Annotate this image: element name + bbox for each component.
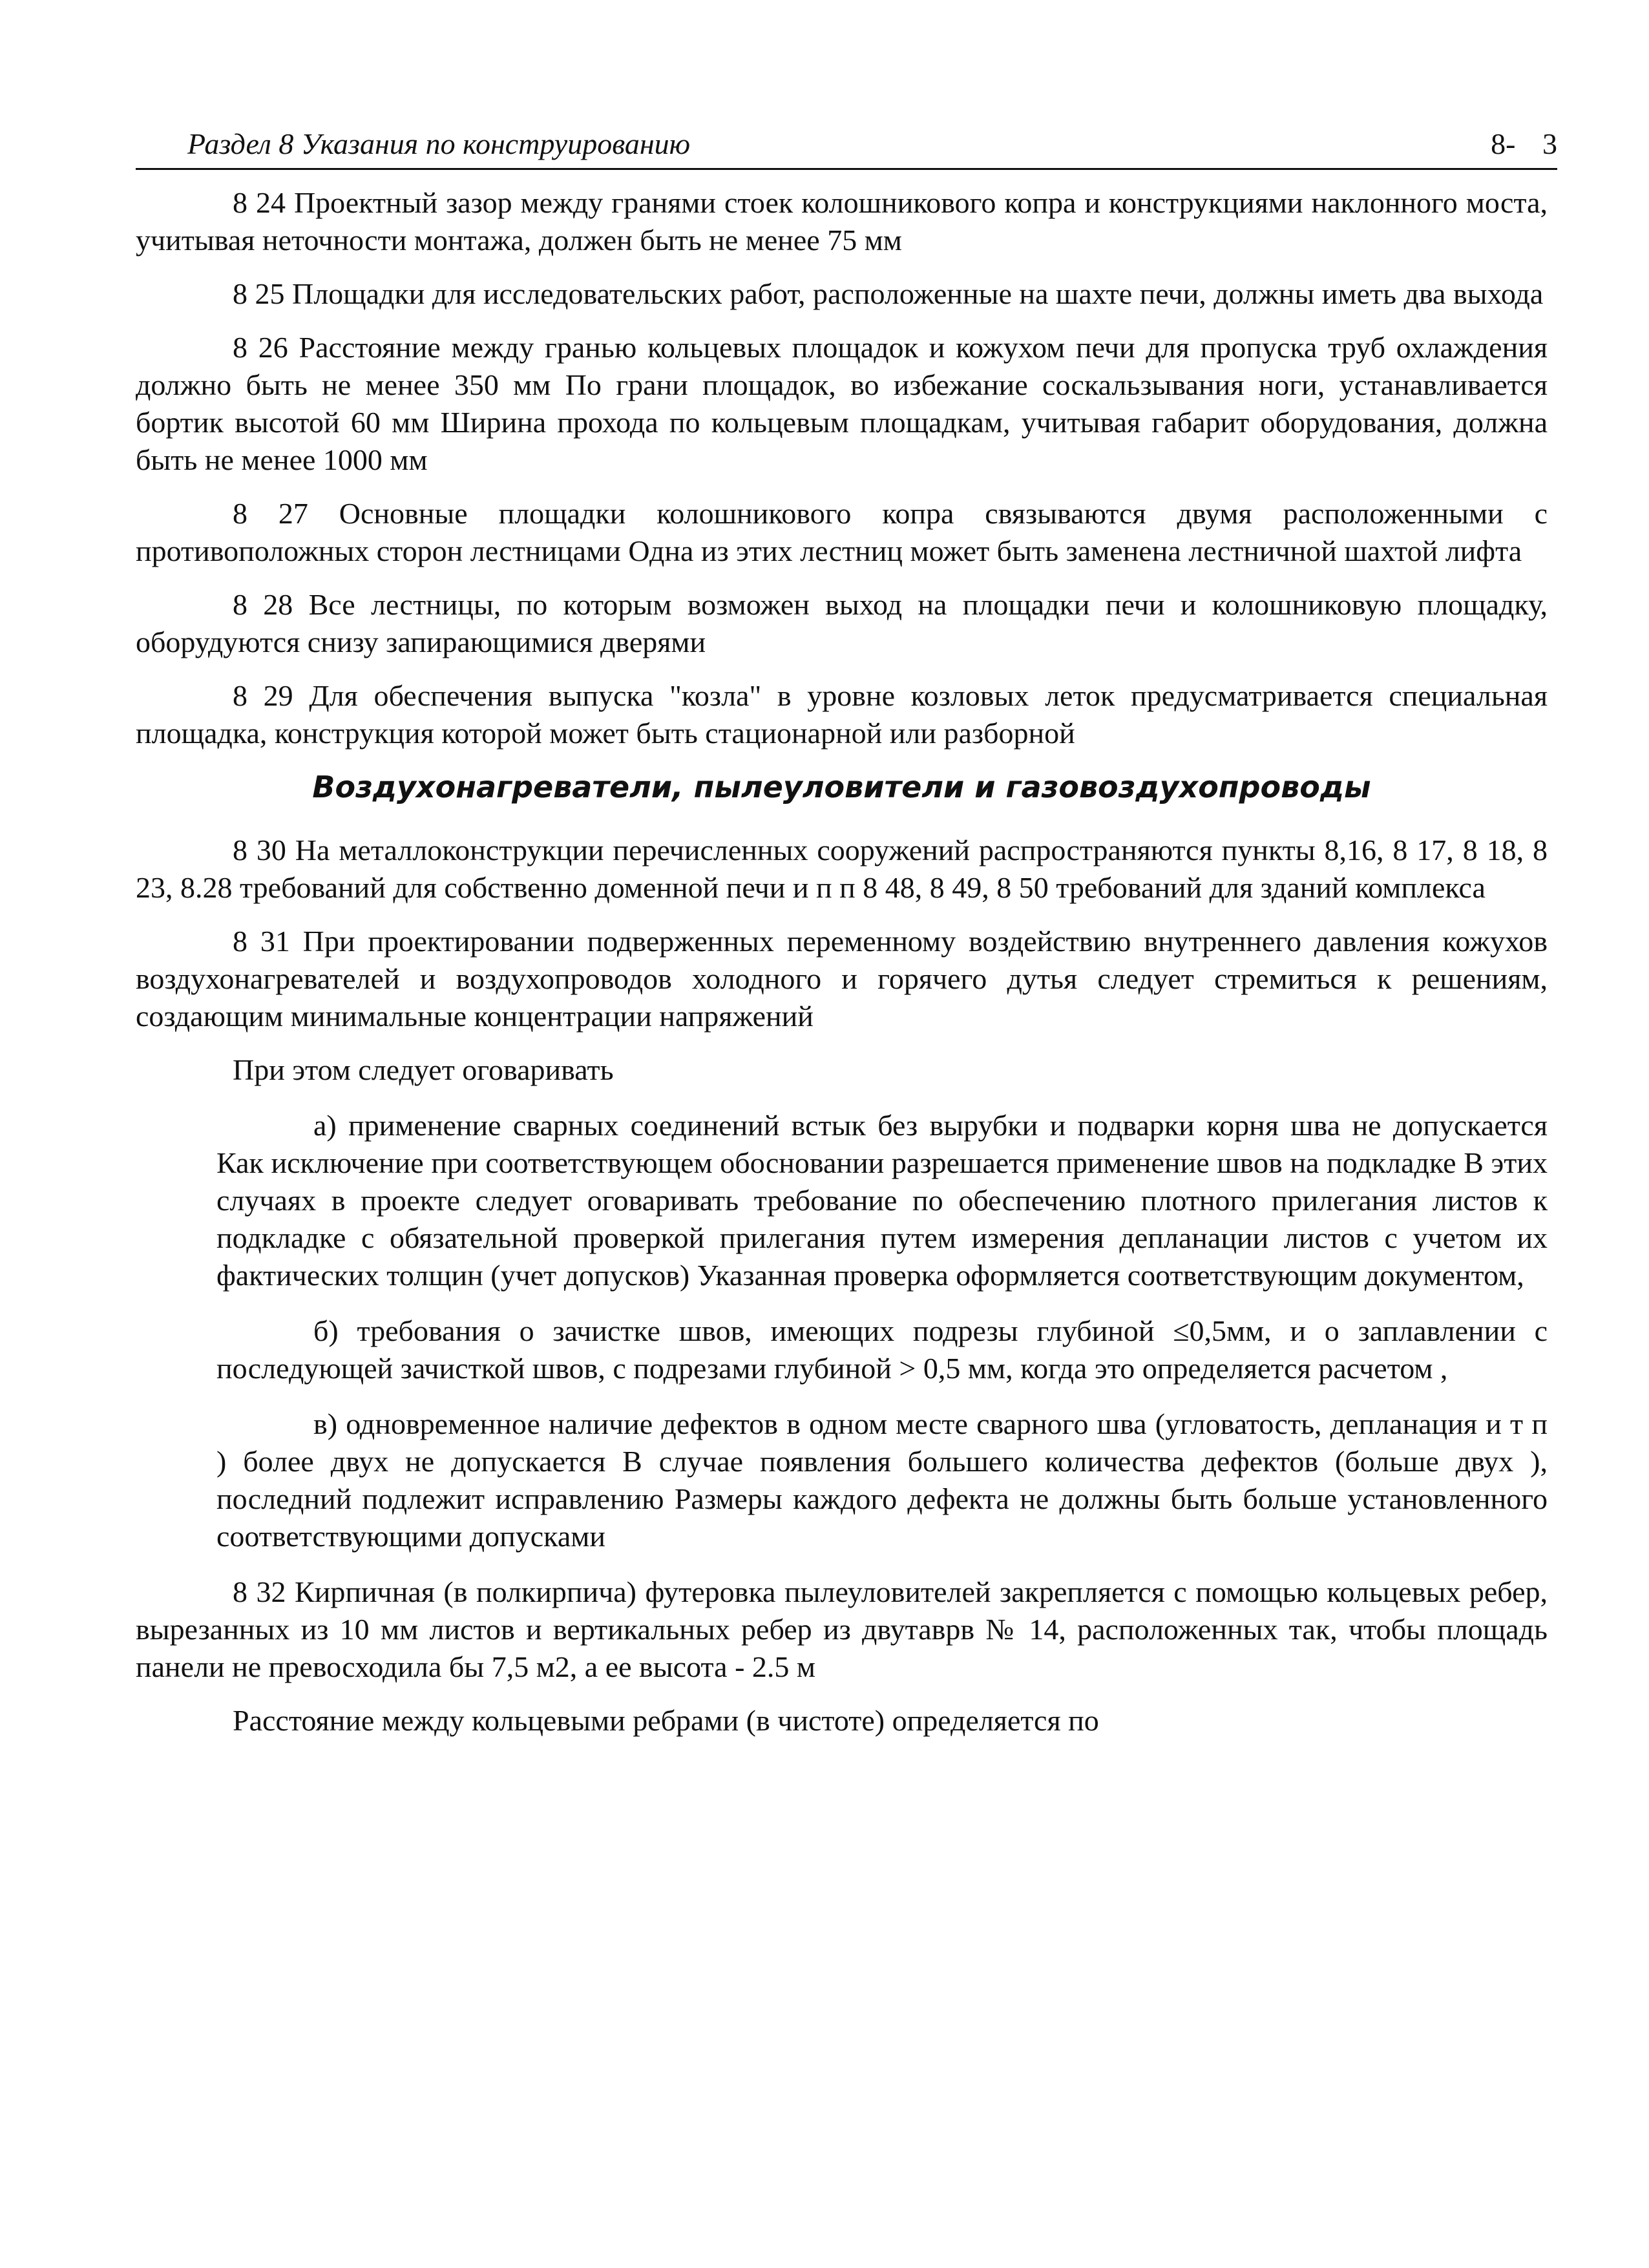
paragraph-8-31-intro: При этом следует оговаривать — [233, 1053, 614, 1086]
section-heading: Воздухонагреватели, пылеуловители и газовоздухопроводы — [312, 770, 1371, 804]
paragraph-8-29: 8 29 Для обеспечения выпуска "козла" в уровне козловых леток предусматривается специальная площадка, конструкция которой может быть стационарной или разборной — [136, 679, 1548, 750]
paragraph-8-27: 8 27 Основные площадки колошникового копра связываются двумя расположенными с противоположных сторон лестницами Одна из этих лестниц может быть заменена лестничной шахтой лифта — [136, 497, 1548, 567]
page-number: 8- 3 — [1491, 127, 1557, 160]
paragraph-8-24: 8 24 Проектный зазор между гранями стоек колошникового копра и конструкциями наклонного моста, учитывая неточности монтажа, должен быть не менее 75 мм — [136, 186, 1548, 257]
list-item-b: б) требования о зачистке швов, имеющих подрезы глубиной ≤0,5мм, и о заплавлении с последующей зачисткой швов, с подрезами глубиной > 0,5 мм, когда это определяется расчетом , — [216, 1314, 1548, 1385]
paragraph-8-31: 8 31 При проектировании подверженных переменному воздействию внутреннего давления кожухов воздухонагревателей и воздухопроводов холодного и горячего дутья следует стремиться к решениям, создающим минимальные концентрации напряжений — [136, 925, 1548, 1033]
paragraph-8-25: 8 25 Площадки для исследовательских работ, расположенные на шахте печи, должны иметь два выхода — [233, 277, 1544, 310]
paragraph-8-26: 8 26 Расстояние между гранью кольцевых площадок и кожухом печи для пропуска труб охлаждения должно быть не менее 350 мм По грани площадок, во избежание соскальзывания ноги, устанавливается бортик высотой 60 мм Ширина прохода по кольцевым площадкам, учитывая габарит оборудования, должна быть не менее 1000 мм — [136, 331, 1548, 476]
paragraph-8-30: 8 30 На металлоконструкции перечисленных сооружений распространяются пункты 8,16, 8 17, 8 18, 8 23, 8.28 требований для собственно доменной печи и п п 8 48, 8 49, 8 50 требований для зданий комплекса — [136, 834, 1548, 904]
paragraph-8-32-continuation: Расстояние между кольцевыми ребрами (в чистоте) определяется по — [233, 1704, 1099, 1737]
list-item-a: а) применение сварных соединений встык без вырубки и подварки корня шва не допускается Как исключение при соответствующем обосновании разрешается применение швов на подкладке В этих случаях в проекте следует оговаривать требование по обеспечению плотного прилегания листов к подкладке с обязательной проверкой прилегания путем измерения депланации листов с учетом их фактических толщин (учет допусков) Указанная проверка оформляется соответствующим документом, — [216, 1109, 1548, 1292]
list-item-c: в) одновременное наличие дефектов в одном месте сварного шва (угловатость, депланация и т п ) более двух не допускается В случае появления большего количества дефектов (больше двух ), последний подлежит исправлению Размеры каждого дефекта не должны быть больше установленного соответствующими допусками — [216, 1407, 1548, 1553]
paragraph-8-32: 8 32 Кирпичная (в полкирпича) футеровка пылеуловителей закрепляется с помощью кольцевых ребер, вырезанных из 10 мм листов и вертикальных ребер из двутаврв № 14, расположенных так, чтобы площадь панели не превосходила бы 7,5 м2, а ее высота - 2.5 м — [136, 1575, 1548, 1683]
document-body — [136, 184, 1548, 1758]
section-title: Раздел 8 Указания по конструированию — [187, 127, 691, 160]
paragraph-8-28: 8 28 Все лестницы, по которым возможен выход на площадки печи и колошниковую площадку, оборудуются снизу запирающимися дверями — [136, 588, 1548, 658]
page-header — [136, 123, 1557, 170]
